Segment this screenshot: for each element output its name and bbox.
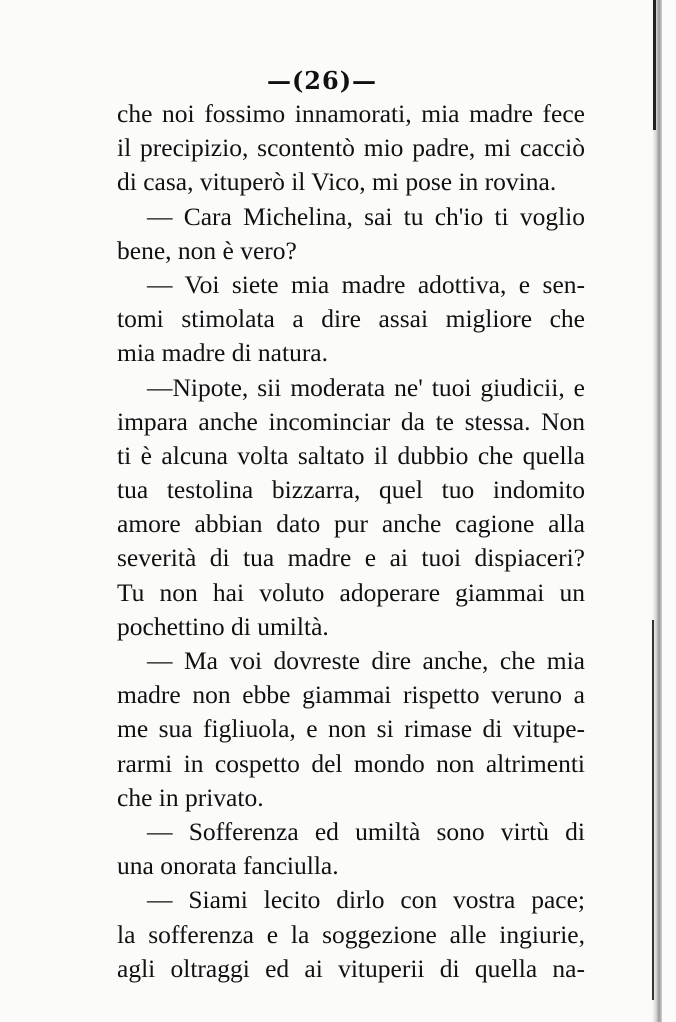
text-line: amore abbian dato pur anche cagione alla [117, 509, 585, 539]
body-text [117, 97, 585, 986]
text-line: il precipizio, scontentò mio padre, mi cacciò [117, 133, 585, 163]
text-line: madre non ebbe giammai rispetto veruno a [117, 680, 585, 710]
text-line: rarmi in cospetto del mondo non altrimenti [117, 748, 585, 778]
spine-edge-bottom [652, 620, 654, 1000]
text-line: — Siami lecito dirlo con vostra pace; [147, 885, 585, 915]
text-line: una onorata fanciulla. [117, 851, 339, 881]
text-line: — Cara Michelina, sai tu ch'io ti voglio [147, 201, 585, 231]
page-number: —(26)— [266, 66, 378, 95]
text-line: me sua figliuola, e non si rimase di vitupe- [117, 714, 585, 744]
text-line: mia madre di natura. [117, 338, 328, 368]
text-line: bene, non è vero? [117, 235, 297, 265]
text-line: ti è alcuna volta saltato il dubbio che quella [117, 440, 585, 470]
text-line: di casa, vituperò il Vico, mi pose in rovina. [117, 167, 557, 197]
spine-edge-top [653, 0, 656, 130]
text-line: severità di tua madre e ai tuoi dispiaceri? [117, 543, 585, 573]
text-line: — Ma voi dovreste dire anche, che mia [147, 646, 585, 675]
text-line: —Nipote, sii moderata ne' tuoi giudicii, e [147, 372, 585, 402]
text-line: che noi fossimo innamorati, mia madre fece [117, 99, 585, 128]
text-line: che in privato. [117, 782, 264, 812]
text-line: Tu non hai voluto adoperare giammai un [117, 577, 585, 607]
text-line: agli oltraggi ed ai vituperii di quella na- [117, 953, 585, 983]
text-line: tomi stimolata a dire assai migliore che [117, 304, 585, 334]
text-line: impara anche incominciar da te stessa. Non [117, 406, 585, 436]
text-line: tua testolina bizzarra, quel tuo indomito [117, 475, 585, 505]
text-line: pochettino di umiltà. [117, 611, 329, 641]
text-line: — Voi siete mia madre adottiva, e sen- [147, 269, 585, 299]
text-line: — Sofferenza ed umiltà sono virtù di [147, 816, 585, 846]
text-line: la sofferenza e la soggezione alle ingiurie, [117, 919, 585, 949]
